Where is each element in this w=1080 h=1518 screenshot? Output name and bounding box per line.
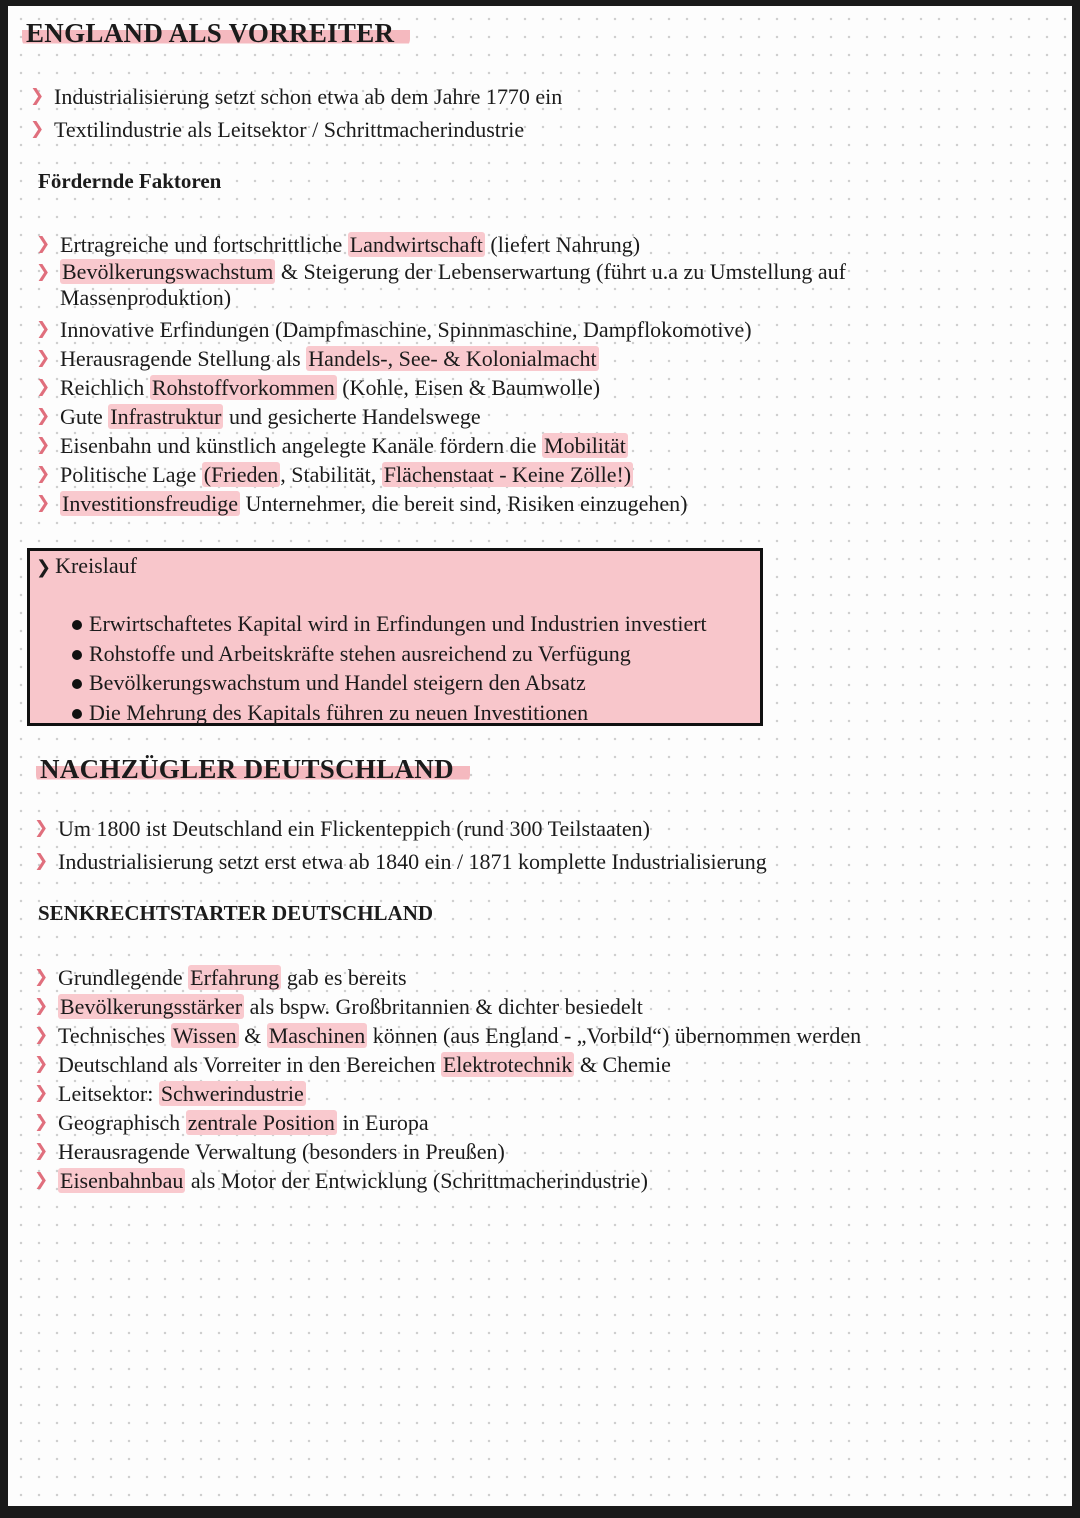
list-item: Rohstoffe und Arbeitskräfte stehen ausreichend zu Verfügung [70,639,707,669]
list-text: und gesicherte Handelswege [223,404,481,429]
highlighted-term: (Frieden [203,462,279,487]
list-text: , Stabilität, [280,462,382,487]
factors-list [34,230,914,518]
list-item [32,1108,861,1137]
highlighted-term: Maschinen [268,1023,366,1048]
chevron-right-icon: ❯ [36,348,51,368]
list-text: Ertragreiche und fortschrittliche [60,232,348,257]
chevron-right-icon: ❯ [36,319,51,339]
list-text: Grundlegende [58,965,189,990]
highlighted-term: Erfahrung [190,965,280,990]
chevron-right-icon: ❯ [36,377,51,397]
list-text: Geographisch [58,1110,186,1135]
factors-heading: Fördernde Faktoren [38,169,222,193]
list-text: können (aus England - „Vorbild“) übernommen werden [367,1023,862,1048]
chevron-right-icon: ❯ [36,557,52,578]
highlighted-term: Elektrotechnik [442,1052,573,1077]
list-item: Die Mehrung des Kapitals führen zu neuen Investitionen [70,698,707,728]
highlighted-term: Handels-, See- & Kolonialmacht [308,346,597,371]
list-item: Bevölkerungswachstum und Handel steigern den Absatz [70,668,707,698]
chevron-right-icon: ❯ [34,1083,49,1103]
highlighted-term: Eisenbahnbau [60,1168,184,1193]
highlighted-term: Investitionsfreudige [62,491,238,516]
list-text: als bspw. Großbritannien & dichter besiedelt [244,994,643,1019]
list-text: Leitsektor: [58,1081,159,1106]
kreislauf-heading: ❯ Kreislauf [36,553,137,578]
list-item [34,402,914,431]
list-item [32,1050,861,1079]
chevron-right-icon: ❯ [36,435,51,455]
chevron-right-icon: ❯ [34,1054,49,1074]
chevron-right-icon: ❯ [34,1170,49,1190]
list-item [32,1079,861,1108]
deutschland-intro-list [32,812,767,878]
highlighted-term: Rohstoffvorkommen [151,375,335,400]
list-item: ❯ Textilindustrie als Leitsektor / Schrittmacherindustrie [28,113,562,146]
list-text: Unternehmer, die bereit sind, Risiken einzugehen) [239,491,688,516]
list-item [34,489,914,518]
list-item [32,1137,861,1166]
chevron-right-icon: ❯ [34,1025,49,1045]
chevron-right-icon: ❯ [34,818,49,838]
list-text: in Europa [336,1110,429,1135]
list-text: Technisches [58,1023,171,1048]
highlighted-term: Bevölkerungswachstum [62,259,274,284]
list-item [34,230,914,259]
list-item: ❯ Industrialisierung setzt erst etwa ab 1840 ein / 1871 komplette Industrialisierung [32,845,767,878]
list-item: Erwirtschaftetes Kapital wird in Erfindungen und Industrien investiert [70,609,707,639]
chevron-right-icon: ❯ [36,262,51,282]
chevron-right-icon: ❯ [36,234,51,254]
list-item [34,460,914,489]
list-text: Reichlich [60,375,150,400]
notebook-page [8,6,1072,1506]
list-text: Politische Lage [60,462,202,487]
kreislauf-box [27,548,763,726]
highlighted-term: Landwirtschaft [349,232,483,257]
england-intro-list [28,80,562,146]
chevron-right-icon: ❯ [36,493,51,513]
list-text: Deutschland als Vorreiter in den Bereichen [58,1052,441,1077]
list-item [34,344,914,373]
england-title: ENGLAND ALS VORREITER [22,18,410,49]
list-text: gab es bereits [281,965,407,990]
list-text: Gute [60,404,109,429]
list-item [32,963,861,992]
chevron-right-icon: ❯ [34,1141,49,1161]
list-text: & [238,1023,267,1048]
senkrechtstarter-list [32,963,861,1195]
chevron-right-icon: ❯ [34,1112,49,1132]
list-text: Herausragende Verwaltung (besonders in Preußen) [58,1139,505,1164]
chevron-right-icon: ❯ [30,119,45,139]
list-text: Innovative Erfindungen (Dampfmaschine, Spinnmaschine, Dampflokomotive) [60,317,752,342]
list-item [32,1021,861,1050]
kreislauf-list [70,609,707,727]
list-item [32,1166,861,1195]
highlighted-term: Bevölkerungsstärker [60,994,243,1019]
highlighted-term: Schwerindustrie [160,1081,304,1106]
highlighted-term: Infrastruktur [110,404,222,429]
chevron-right-icon: ❯ [36,464,51,484]
list-item [34,431,914,460]
list-text: & Steigerung der Lebenserwartung (führt u.a zu Umstellung auf Massenproduktion) [60,259,847,310]
list-item: ❯ Industrialisierung setzt schon etwa ab dem Jahre 1770 ein [28,80,562,113]
deutschland-title: NACHZÜGLER DEUTSCHLAND [36,754,470,785]
chevron-right-icon: ❯ [34,967,49,987]
list-item [34,315,914,344]
highlighted-term: zentrale Position [187,1110,335,1135]
chevron-right-icon: ❯ [36,406,51,426]
list-text: & Chemie [574,1052,671,1077]
chevron-right-icon: ❯ [34,996,49,1016]
list-item [34,373,914,402]
list-text: Eisenbahn und künstlich angelegte Kanäle fördern die [60,433,543,458]
list-text: (liefert Nahrung) [484,232,641,257]
list-text: (Kohle, Eisen & Baumwolle) [336,375,601,400]
list-item [32,992,861,1021]
highlighted-term: Wissen [172,1023,237,1048]
list-text: als Motor der Entwicklung (Schrittmacherindustrie) [185,1168,648,1193]
highlighted-term: Flächenstaat - Keine Zölle!) [383,462,632,487]
highlighted-term: Mobilität [544,433,626,458]
list-text: Herausragende Stellung als [60,346,307,371]
chevron-right-icon: ❯ [34,851,49,871]
list-item: ❯ Um 1800 ist Deutschland ein Flickenteppich (rund 300 Teilstaaten) [32,812,767,845]
senkrechtstarter-heading: SENKRECHTSTARTER DEUTSCHLAND [38,901,434,925]
chevron-right-icon: ❯ [30,86,45,106]
list-item [34,259,920,311]
